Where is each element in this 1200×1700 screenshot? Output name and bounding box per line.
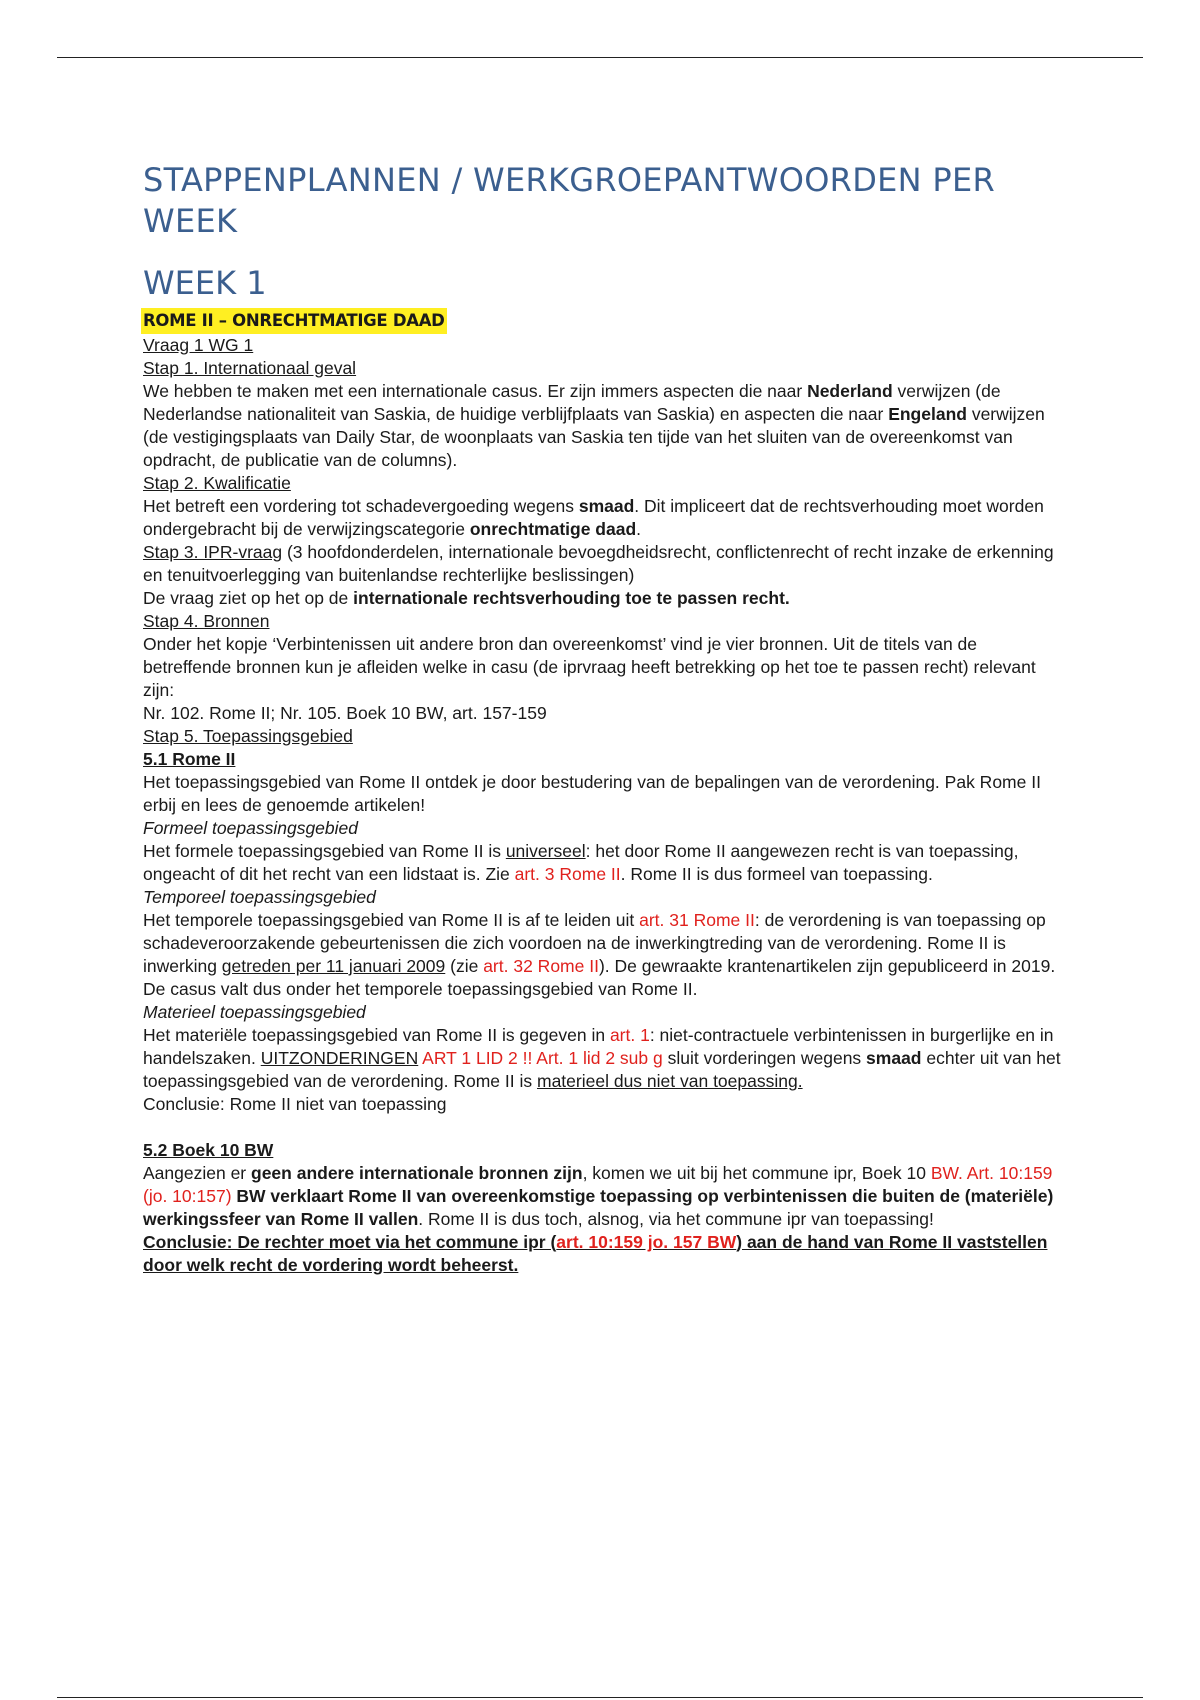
question-label: Vraag 1 WG 1: [143, 335, 254, 355]
article-reference: art. 1: [609, 1025, 650, 1045]
temporal-scope-heading: Temporeel toepassingsgebied: [143, 887, 376, 907]
material-scope-heading: Materieel toepassingsgebied: [143, 1002, 366, 1022]
step2-heading: Stap 2. Kwalificatie: [143, 473, 291, 493]
section-label-highlight: ROME II – ONRECHTMATIGE DAAD: [141, 308, 447, 334]
step3-heading: Stap 3. IPR-vraag: [143, 542, 283, 562]
step3-question: De vraag ziet op het op de internationale rechtsverhouding toe te passen recht.: [143, 588, 790, 608]
subsection-boek-10-bw: 5.2 Boek 10 BW: [143, 1140, 274, 1160]
subsection-rome-ii: 5.1 Rome II: [143, 749, 236, 769]
step4-sources: Nr. 102. Rome II; Nr. 105. Boek 10 BW, art. 157-159: [143, 703, 547, 723]
bottom-rule: [57, 1697, 1143, 1698]
step4-heading: Stap 4. Bronnen: [143, 611, 270, 631]
article-reference: art. 32 Rome II: [483, 956, 599, 976]
step2-paragraph: Het betreft een vordering tot schadevergoeding wegens smaad. Dit impliceert dat de rechtsverhouding moet worden ondergebracht bij de verwijzingscategorie onrechtmatige daad.: [143, 496, 1044, 539]
article-reference: BW. Art. 10:159 (jo. 10:157): [143, 1163, 1053, 1206]
temporal-scope-paragraph: Het temporele toepassingsgebied van Rome II is af te leiden uit art. 31 Rome II: de verordening is van toepassing op schadeveroorzakende gebeurtenissen die zich voordoen na de inwerkingtreding van de verordening. Rome II is inwerking getreden per 11 januari 2009 (zie art. 32 Rome II). De gewraakte krantenartikelen zijn gepubliceerd in 2019. De casus valt dus onder het temporele toepassingsgebied van Rome II.: [143, 910, 1056, 999]
document-body: [143, 160, 1063, 1277]
top-rule: [57, 57, 1143, 58]
rome-ii-intro: Het toepassingsgebied van Rome II ontdek je door bestudering van de bepalingen van de verordening. Pak Rome II erbij en lees de genoemde artikelen!: [143, 772, 1041, 815]
week-heading: WEEK 1: [143, 264, 267, 302]
final-conclusion: Conclusie: De rechter moet via het commune ipr (art. 10:159 jo. 157 BW) aan de hand van Rome II vaststellen door welk recht de vordering wordt beheerst.: [143, 1232, 1048, 1275]
formal-scope-paragraph: Het formele toepassingsgebied van Rome II is universeel: het door Rome II aangewezen recht is van toepassing, ongeacht of dit het recht van een lidstaat is. Zie art. 3 Rome II. Rome II is dus formeel van toepassing.: [143, 841, 1019, 884]
article-reference: art. 3 Rome II: [514, 864, 621, 884]
step4-paragraph: Onder het kopje ‘Verbintenissen uit andere bron dan overeenkomst’ vind je vier bronnen. Uit de titels van de betreffende bronnen kun je afleiden welke in casu (de iprvraag heeft betrekking op het toe te passen recht) relevant zijn:: [143, 634, 1036, 700]
formal-scope-heading: Formeel toepassingsgebied: [143, 818, 358, 838]
article-reference: art. 31 Rome II: [639, 910, 755, 930]
article-reference: ART 1 LID 2 !! Art. 1 lid 2 sub g: [422, 1048, 663, 1068]
material-scope-paragraph: Het materiële toepassingsgebied van Rome II is gegeven in art. 1: niet-contractuele verbintenissen in burgerlijke en in handelszaken. UITZONDERINGEN ART 1 LID 2 !! Art. 1 lid 2 sub g sluit vorderingen wegens smaad echter uit van het toepassingsgebied van de verordening. Rome II is materieel dus niet van toepassing.: [143, 1025, 1061, 1091]
article-reference: art. 10:159 jo. 157 BW: [556, 1232, 737, 1252]
step1-paragraph: We hebben te maken met een internationale casus. Er zijn immers aspecten die naar Nederland verwijzen (de Nederlandse nationaliteit van Saskia, de huidige verblijfplaats van Saskia) en aspecten die naar Engeland verwijzen (de vestigingsplaats van Daily Star, de woonplaats van Saskia ten tijde van het sluiten van de overeenkomst van opdracht, de publicatie van de columns).: [143, 381, 1045, 470]
rome-ii-conclusion: Conclusie: Rome II niet van toepassing: [143, 1094, 447, 1114]
document-title: STAPPENPLANNEN / WERKGROEPANTWOORDEN PER WEEK: [143, 161, 996, 240]
step1-heading: Stap 1. Internationaal geval: [143, 358, 357, 378]
step3-paragraph: Stap 3. IPR-vraag (3 hoofdonderdelen, internationale bevoegdheidsrecht, conflictenrecht of recht inzake de erkenning en tenuitvoerlegging van buitenlandse rechterlijke beslissingen): [143, 542, 1054, 585]
step5-heading: Stap 5. Toepassingsgebied: [143, 726, 353, 746]
boek-10-paragraph: Aangezien er geen andere internationale bronnen zijn, komen we uit bij het commune ipr, Boek 10 BW. Art. 10:159 (jo. 10:157) BW verklaart Rome II van overeenkomstige toepassing op verbintenissen die buiten de (materiële) werkingssfeer van Rome II vallen. Rome II is dus toch, alsnog, via het commune ipr van toepassing!: [143, 1163, 1054, 1229]
spacer: [143, 1116, 1063, 1139]
